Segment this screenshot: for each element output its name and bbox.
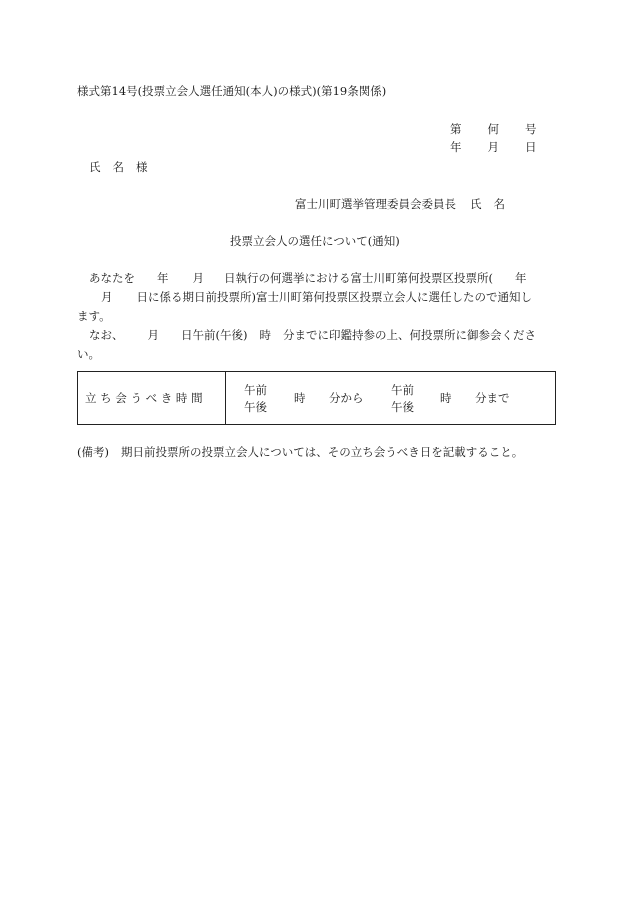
note-text: 期日前投票所の投票立会人については、その立ち会うべき日を記載すること。 bbox=[120, 445, 524, 459]
ref-gou: 号 bbox=[525, 122, 537, 136]
sender-shi: 氏 bbox=[470, 197, 482, 211]
ref-number bbox=[450, 124, 537, 136]
body-month: 月 bbox=[101, 290, 113, 304]
body-text: 日執行の何選挙における富士川町第何投票区投票所( bbox=[224, 271, 493, 285]
body-year: 年 bbox=[157, 271, 169, 285]
ref-dai: 第 bbox=[450, 122, 462, 136]
date-tsuki: 月 bbox=[487, 140, 499, 154]
table-pm-1: 午後 bbox=[244, 400, 267, 414]
table-from: 分から bbox=[329, 391, 364, 405]
subject: 投票立会人の選任について(通知) bbox=[230, 234, 400, 248]
body-month: 月 bbox=[147, 328, 159, 342]
body-p1-line2 bbox=[101, 292, 532, 304]
body-p2-line2: い。 bbox=[77, 347, 100, 361]
body-hour: 時 bbox=[259, 328, 271, 342]
table-until: 分まで bbox=[475, 391, 510, 405]
addressee-shi: 氏 bbox=[89, 160, 101, 174]
note bbox=[77, 447, 523, 459]
table-hour-2: 時 bbox=[440, 391, 452, 405]
sender-mei: 名 bbox=[493, 197, 505, 211]
date-hi: 日 bbox=[525, 140, 537, 154]
body-text: あなたを bbox=[89, 271, 135, 285]
addressee-mei: 名 bbox=[112, 160, 124, 174]
table-label: 立 ち 会 う べ き 時 間 bbox=[85, 391, 203, 405]
sender bbox=[295, 199, 505, 211]
sender-org: 富士川町選挙管理委員会委員長 bbox=[295, 197, 456, 211]
table-am-2: 午前 bbox=[391, 383, 414, 397]
body-p2-line1 bbox=[89, 330, 536, 342]
body-year: 年 bbox=[514, 271, 527, 285]
note-label: (備考) bbox=[77, 445, 109, 459]
date-nen: 年 bbox=[450, 140, 462, 154]
body-p1-line1 bbox=[89, 273, 526, 285]
table-pm-2: 午後 bbox=[391, 400, 414, 414]
body-text: なお、 bbox=[89, 328, 124, 342]
addressee-sama: 様 bbox=[136, 160, 148, 174]
addressee bbox=[89, 162, 148, 174]
body-text: 日に係る期日前投票所)富士川町第何投票区投票立会人に選任したので通知し bbox=[136, 290, 532, 304]
body-text: 日午前(午後) bbox=[181, 328, 248, 342]
issue-date bbox=[450, 142, 537, 154]
body-text: 分までに印鑑持参の上、何投票所に御参会くださ bbox=[282, 328, 536, 342]
table-am-1: 午前 bbox=[244, 383, 267, 397]
body-p1-line3: ます。 bbox=[77, 309, 111, 323]
ref-nani: 何 bbox=[487, 122, 499, 136]
body-month: 月 bbox=[192, 271, 204, 285]
form-title: 様式第14号(投票立会人選任通知(本人)の様式)(第19条関係) bbox=[77, 84, 387, 98]
table-divider bbox=[225, 372, 226, 424]
table-hour-1: 時 bbox=[294, 391, 306, 405]
attendance-time-table bbox=[77, 371, 556, 425]
